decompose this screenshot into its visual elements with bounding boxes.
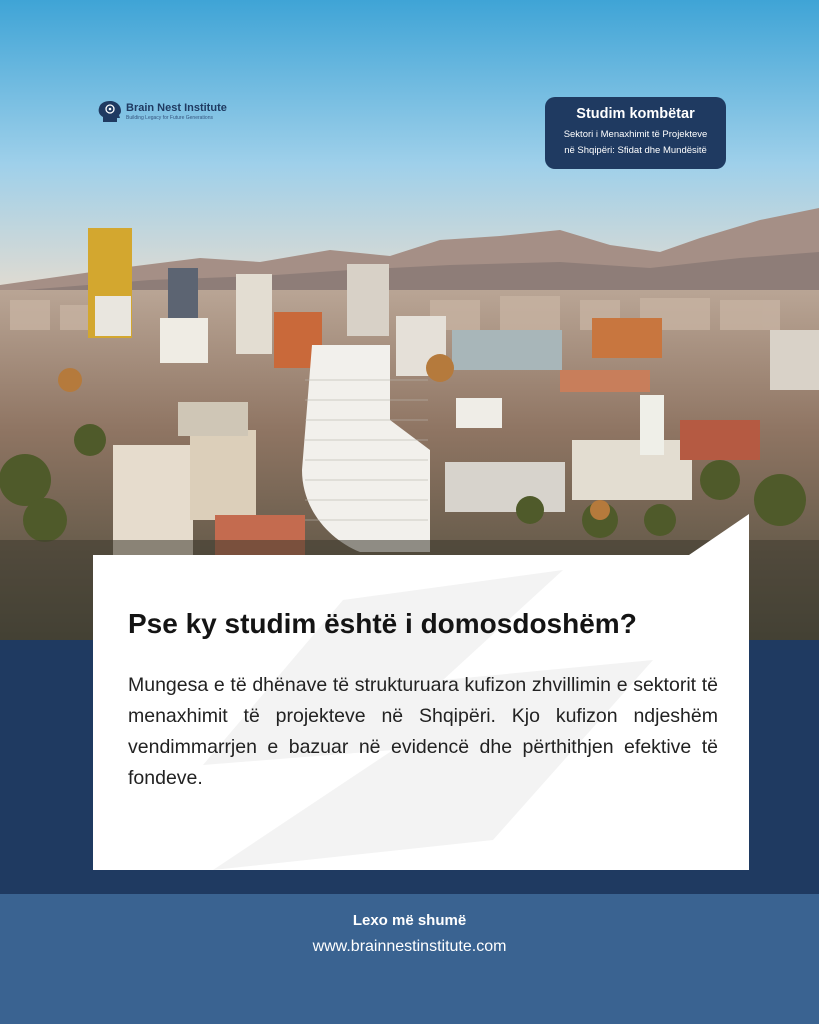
- read-more-label: Lexo më shumë: [352, 912, 467, 929]
- card-body: Mungesa e të dhënave të strukturuara kufizon zhvillimin e sektorit të menaxhimit të projekteve në Shqipëri. Kjo kufizon ndjeshëm vendimmarrjen e bazuar në evidencë dhe përthithjen efektive të fondeve.: [128, 674, 718, 789]
- card-title: Pse ky studim është i domosdoshëm?: [128, 608, 637, 639]
- brand-name: Brain Nest Institute: [126, 102, 227, 114]
- badge-title: Studim kombëtar: [576, 106, 695, 122]
- study-badge: [545, 97, 726, 169]
- brand-logo[interactable]: [97, 100, 227, 124]
- badge-subtitle-line2: në Shqipëri: Sfidat dhe Mundësitë: [564, 145, 707, 156]
- badge-subtitle-line1: Sektori i Menaxhimit të Projekteve: [563, 129, 708, 140]
- brand-text: [126, 103, 227, 121]
- info-card: [93, 510, 749, 870]
- brain-head-icon: [97, 100, 123, 124]
- website-link[interactable]: www.brainnestinstitute.com: [312, 938, 507, 955]
- brand-tagline: Building Legacy for Future Generations: [126, 115, 213, 121]
